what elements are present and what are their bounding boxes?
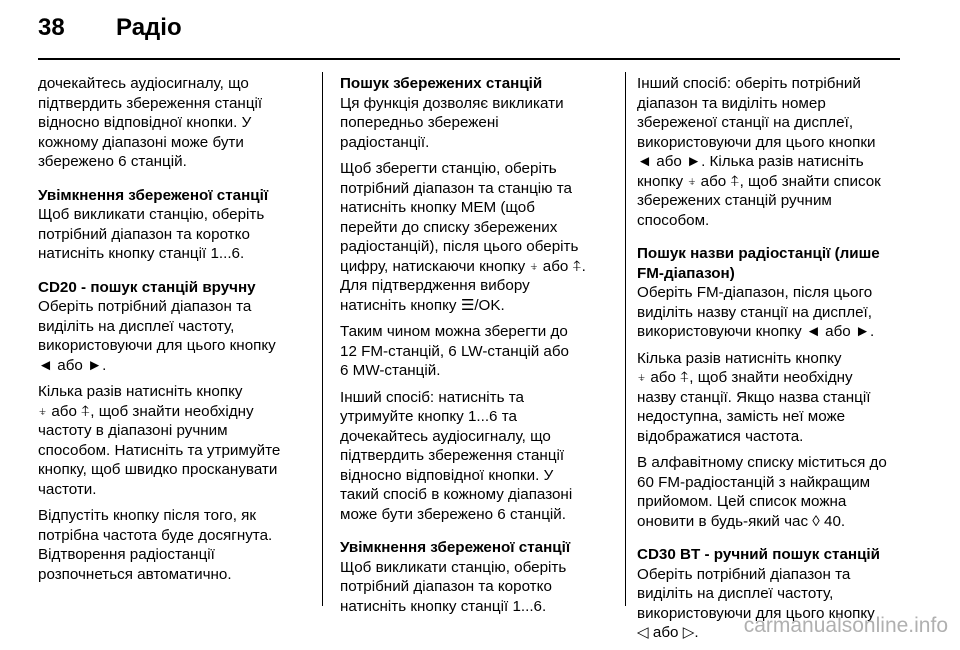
paragraph: Інший спосіб: натисніть та утримуйте кнопку 1...6 та дочекайтесь аудіосигналу, що підтвердить збереження станції відносно відповідної кнопки. У такий спосіб в кожному діапазоні може бути збережено 6 станцій. xyxy=(340,388,573,523)
section-heading: Увімкнення збереженої станції xyxy=(340,539,571,556)
paragraph: Оберіть потрібний діапазон та виділіть на дисплеї частоту, використовуючи для цього кнопку ◁ або ▷. xyxy=(637,565,875,641)
paragraph: Щоб викликати станцію, оберіть потрібний діапазон та коротко натисніть кнопку станції 1...6. xyxy=(340,558,567,615)
paragraph: Оберіть потрібний діапазон та виділіть на дисплеї частоту, використовуючи для цього кнопку ◄ або ►. xyxy=(38,298,276,374)
paragraph: В алфавітному списку міститься до 60 FM-радіостанцій з найкращим прийомом. Цей список можна оновити в будь-який час ◊ 40. xyxy=(637,454,887,530)
column-2 xyxy=(340,74,622,623)
paragraph: Кілька разів натисніть кнопку ⍖ або ⍏, щоб знайти необхідну назву станції. Якщо назва станції недоступна, замість неї може відображатися частота. xyxy=(637,349,871,445)
page-title: Радіо xyxy=(116,14,182,41)
paragraph: Кілька разів натисніть кнопку ⍖ або ⍏, щоб знайти необхідну частоту в діапазоні ручним способом. Натисніть та утримуйте кнопку, щоб швидко просканувати частоти. xyxy=(38,383,281,498)
section-heading: CD30 BT - ручний пошук станцій xyxy=(637,546,880,563)
paragraph: Щоб викликати станцію, оберіть потрібний діапазон та коротко натисніть кнопку станції 1...6. xyxy=(38,206,265,262)
paragraph: Відпустіть кнопку після того, як потрібна частота буде досягнута. Відтворення радіостанції розпочнеться автоматично. xyxy=(38,507,273,583)
header-rule xyxy=(38,58,900,60)
column-3 xyxy=(637,74,905,650)
column-divider xyxy=(625,72,626,606)
paragraph: Інший спосіб: оберіть потрібний діапазон та виділіть номер збереженої станції на дисплеї, використовуючи для цього кнопки ◄ або ►. Кілька разів натисніть кнопку ⍖ або ⍏, щоб знайти список збережених станцій ручним способом. xyxy=(637,75,881,229)
column-1 xyxy=(38,74,314,591)
paragraph: дочекайтесь аудіосигналу, що підтвердить збереження станції відносно відповідної кнопки. У кожному діапазоні може бути збережено 6 станцій. xyxy=(38,75,263,170)
section-heading: Пошук збережених станцій xyxy=(340,75,543,92)
page-number: 38 xyxy=(38,14,65,41)
paragraph: Ця функція дозволяє викликати попередньо збережені радіостанції. xyxy=(340,94,564,151)
section-heading: Увімкнення збереженої станції xyxy=(38,186,269,204)
paragraph: Таким чином можна зберегти до 12 FM-станцій, 6 LW-станцій або 6 MW-станцій. xyxy=(340,323,569,379)
paragraph: Оберіть FM-діапазон, після цього виділіть назву станції на дисплеї, використовуючи кнопку ◄ або ►. xyxy=(637,284,875,340)
paragraph: Щоб зберегти станцію, оберіть потрібний діапазон та станцію та натисніть кнопку MEM (щоб перейти до списку збережених радіостанцій), після цього оберіть цифру, натискаючи кнопку ⍖ або ⍏. Для підтвердження вибору натисніть кнопку ☰/OK. xyxy=(340,160,586,314)
section-heading: Пошук назви радіостанції (лише FM-діапазон) xyxy=(637,245,880,282)
watermark: carmanualsonline.info xyxy=(743,614,948,637)
column-divider xyxy=(322,72,323,606)
section-heading: CD20 - пошук станцій вручну xyxy=(38,278,256,296)
